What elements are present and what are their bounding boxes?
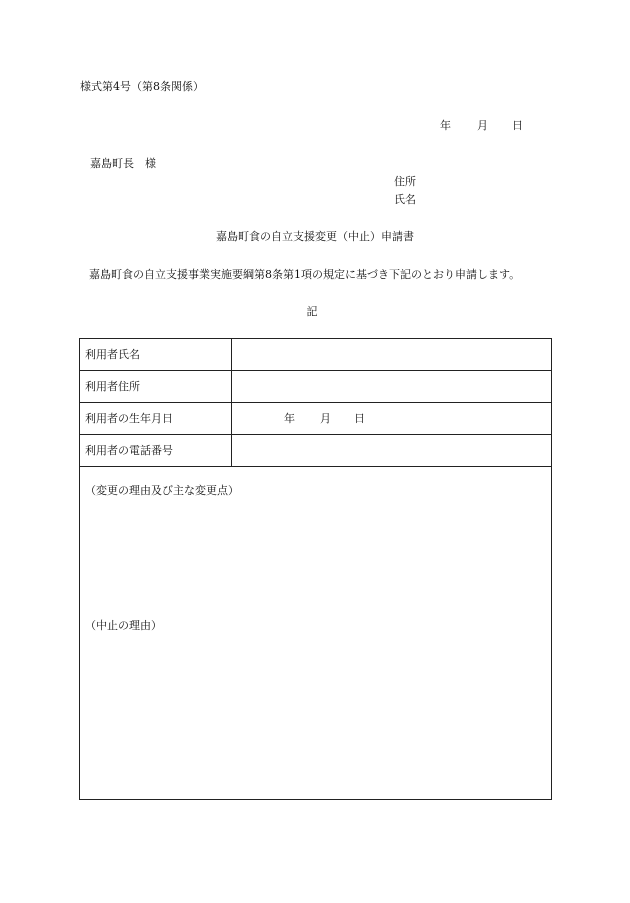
document-title: 嘉島町食の自立支援変更（中止）申請書 bbox=[216, 230, 414, 243]
user-birthdate-field[interactable] bbox=[232, 403, 551, 434]
reason-area[interactable] bbox=[80, 467, 551, 799]
user-phone-field[interactable] bbox=[232, 435, 551, 466]
table-row-user-address bbox=[80, 371, 551, 403]
table-row-user-phone bbox=[80, 435, 551, 467]
date-month-label: 月 bbox=[477, 119, 488, 132]
user-name-label: 利用者氏名 bbox=[80, 339, 232, 370]
form-number: 様式第4号（第8条関係） bbox=[80, 80, 204, 93]
user-phone-label: 利用者の電話番号 bbox=[80, 435, 232, 466]
stop-reason-label: （中止の理由） bbox=[85, 619, 162, 632]
user-address-field[interactable] bbox=[232, 371, 551, 402]
applicant-address-label: 住所 bbox=[394, 175, 416, 188]
user-address-label: 利用者住所 bbox=[80, 371, 232, 402]
user-name-field[interactable] bbox=[232, 339, 551, 370]
birth-day-label: 日 bbox=[354, 412, 365, 425]
date-day-label: 日 bbox=[512, 119, 523, 132]
date-year-label: 年 bbox=[440, 119, 451, 132]
table-row-user-name bbox=[80, 339, 551, 371]
user-birthdate-label: 利用者の生年月日 bbox=[80, 403, 232, 434]
birth-year-label: 年 bbox=[284, 412, 295, 425]
intro-text: 嘉島町食の自立支援事業実施要綱第8条第1項の規定に基づき下記のとおり申請します。 bbox=[89, 268, 521, 281]
ki-heading: 記 bbox=[306, 305, 318, 318]
change-reason-label: （変更の理由及び主な変更点） bbox=[85, 484, 239, 497]
applicant-name-label: 氏名 bbox=[394, 193, 416, 206]
recipient: 嘉島町長 様 bbox=[90, 157, 156, 170]
birth-month-label: 月 bbox=[320, 412, 331, 425]
application-table bbox=[79, 338, 552, 800]
table-row-user-birthdate bbox=[80, 403, 551, 435]
